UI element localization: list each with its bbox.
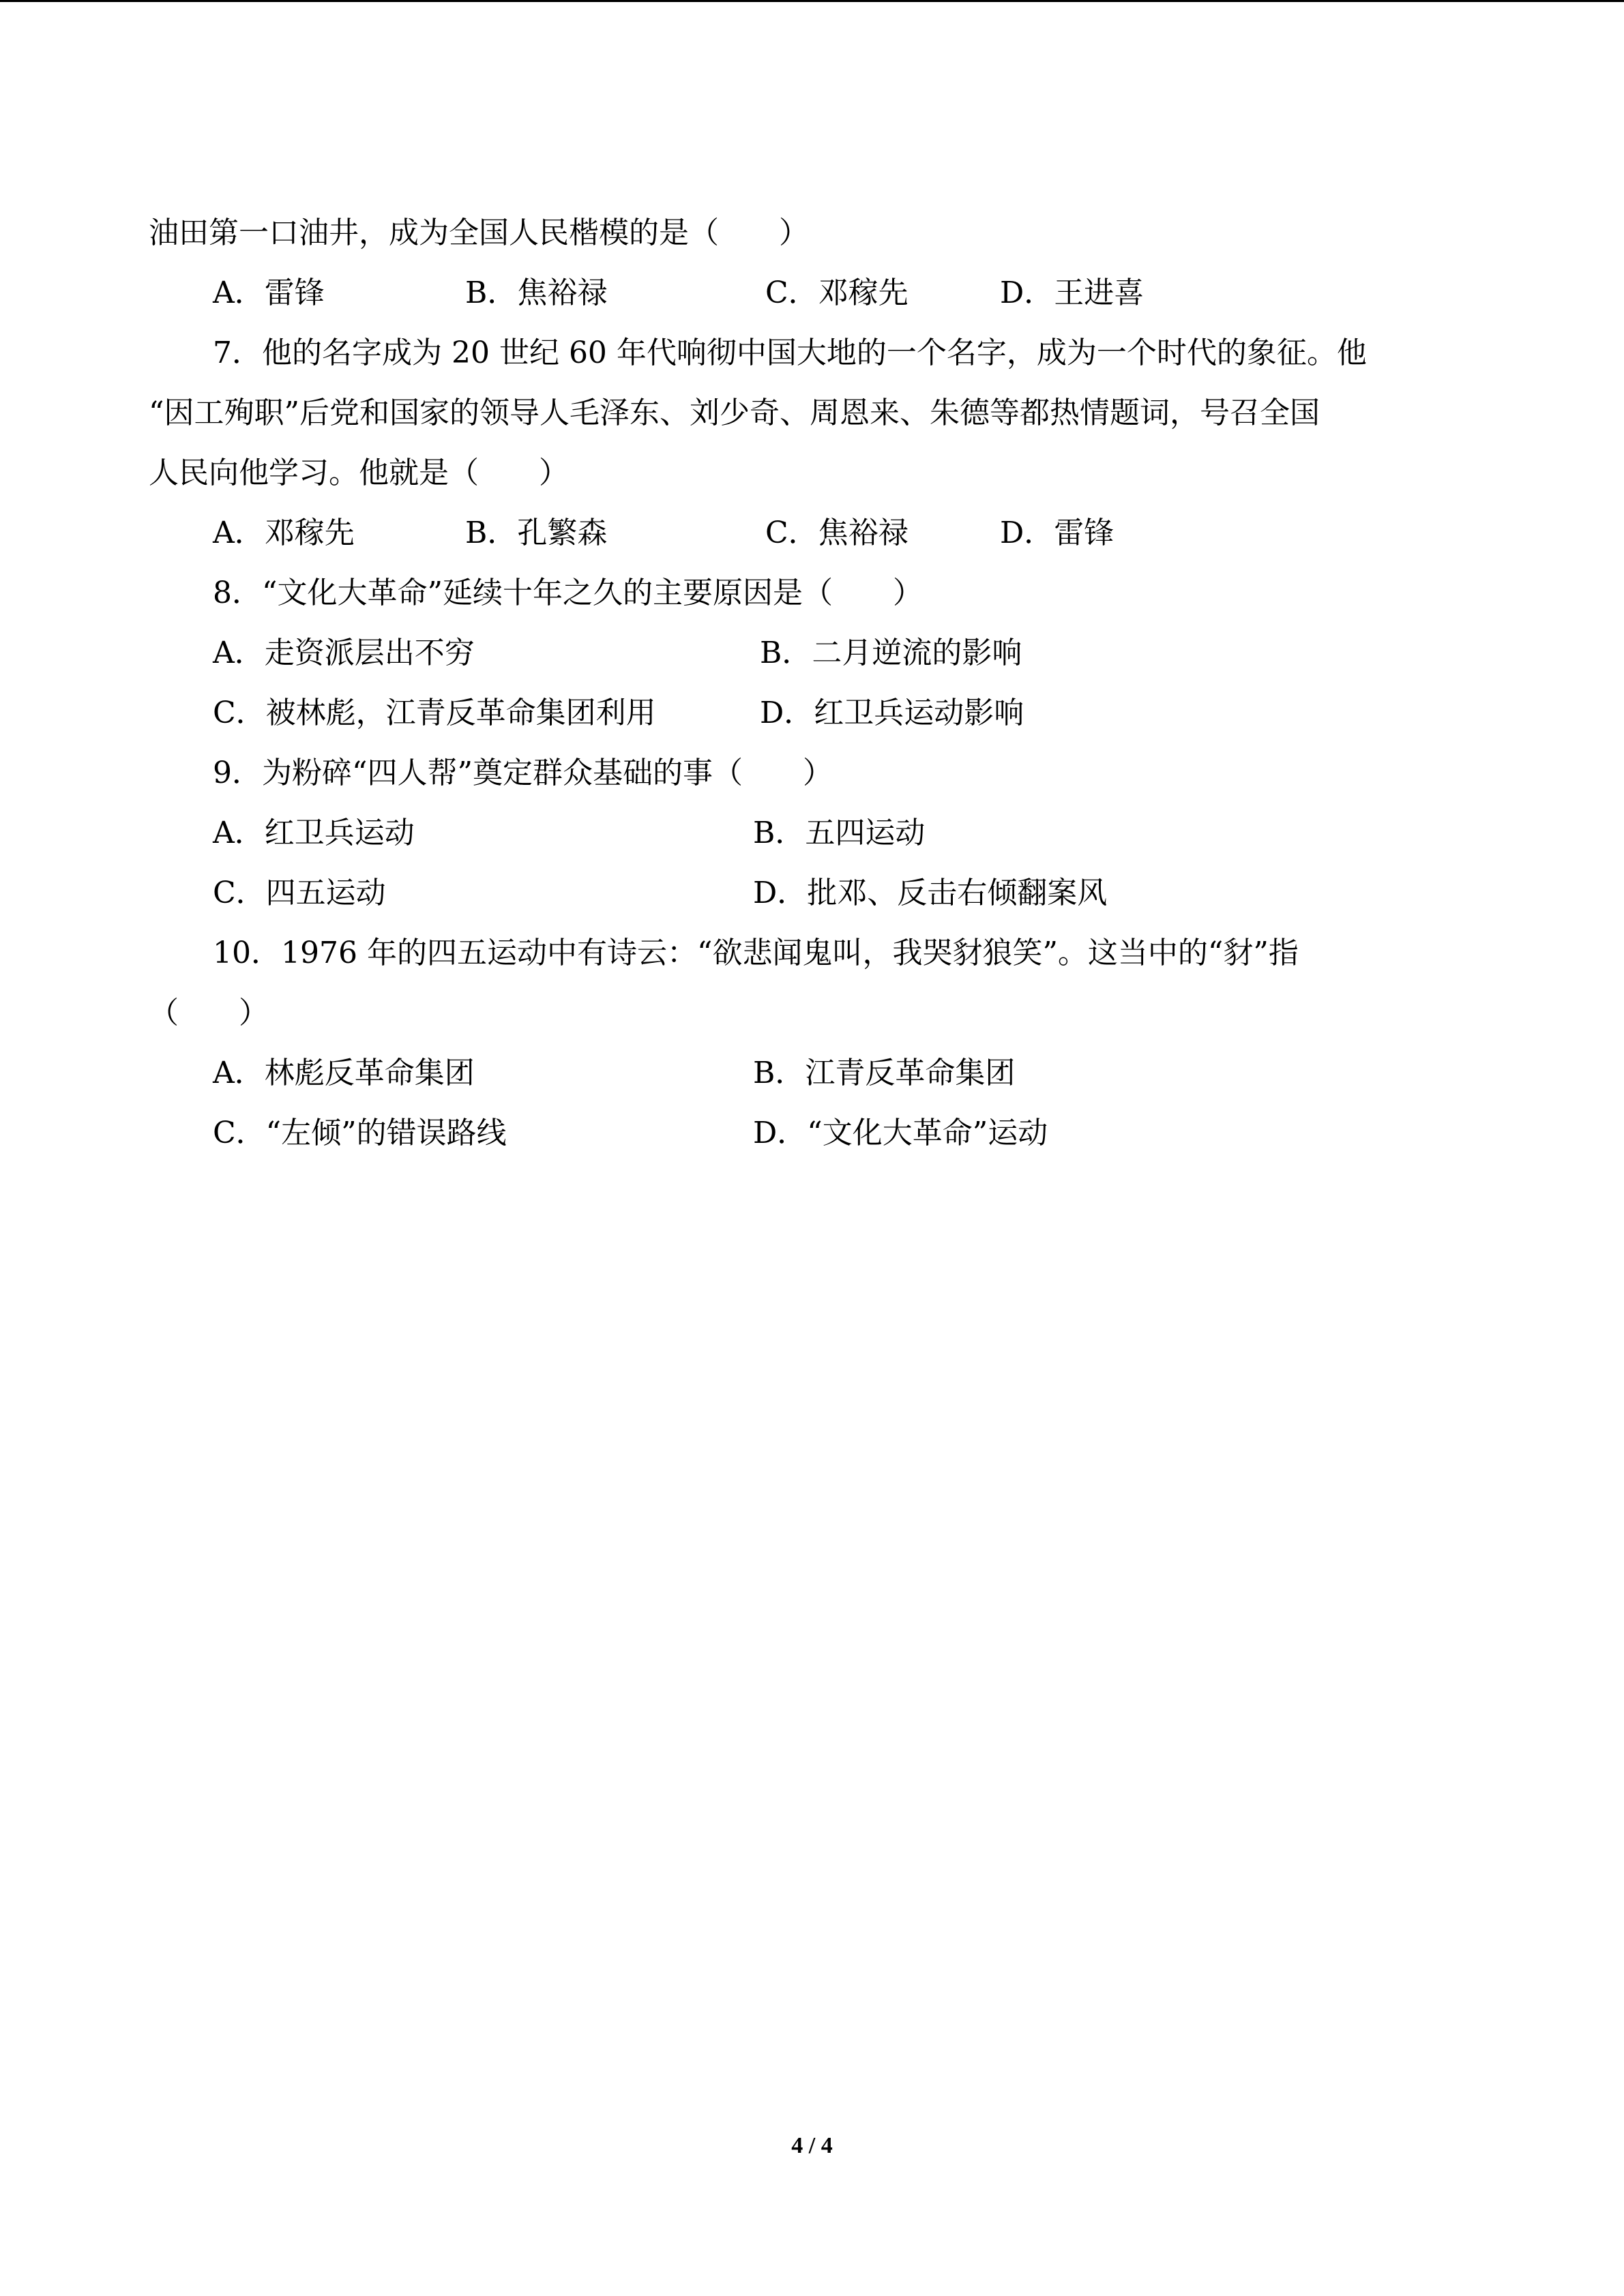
q6-option-d: D．王进喜 xyxy=(1000,275,1145,310)
q9-option-c: C．四五运动 xyxy=(213,876,386,910)
q8-option-d: D．红卫兵运动影响 xyxy=(760,696,1024,730)
q10-option-b: B．江青反革命集团 xyxy=(753,1056,1016,1090)
q9-option-b: B．五四运动 xyxy=(753,816,926,850)
q8-option-c: C．被林彪，江青反革命集团利用 xyxy=(213,696,656,730)
q7-stem-line-1: 7．他的名字成为 20 世纪 60 年代响彻中国大地的一个名字，成为一个时代的象征。他 xyxy=(213,336,1367,370)
q7-option-d: D．雷锋 xyxy=(1000,516,1114,550)
q8-option-b: B．二月逆流的影响 xyxy=(760,636,1022,670)
q9-option-d: D．批邓、反击右倾翻案风 xyxy=(753,876,1108,910)
q7-option-c: C．焦裕禄 xyxy=(765,516,909,550)
q7-option-a: A．邓稼先 xyxy=(213,516,355,550)
q10-stem-line-1: 10．1976 年的四五运动中有诗云：“欲悲闻鬼叫，我哭豺狼笑”。这当中的“豺”指 xyxy=(213,936,1299,970)
page-number: 4 / 4 xyxy=(791,2133,833,2158)
q10-option-c: C．“左倾”的错误路线 xyxy=(213,1116,507,1150)
q7-option-b: B．孔繁森 xyxy=(465,516,608,550)
q6-option-c: C．邓稼先 xyxy=(765,275,909,310)
q8-option-a: A．走资派层出不穷 xyxy=(213,636,475,670)
q6-option-a: A．雷锋 xyxy=(213,275,325,310)
q10-option-a: A．林彪反革命集团 xyxy=(213,1056,475,1090)
q6-option-b: B．焦裕禄 xyxy=(465,275,608,310)
q8-stem: 8．“文化大革命”延续十年之久的主要原因是（ ） xyxy=(213,576,923,610)
q7-stem-line-3: 人民向他学习。他就是（ ） xyxy=(149,456,569,490)
q9-stem: 9．为粉碎“四人帮”奠定群众基础的事（ ） xyxy=(213,756,833,790)
q7-stem-line-2: “因工殉职”后党和国家的领导人毛泽东、刘少奇、周恩来、朱德等都热情题词，号召全国 xyxy=(149,396,1320,430)
q6-stem-continuation: 油田第一口油井，成为全国人民楷模的是（ ） xyxy=(149,215,809,250)
top-border xyxy=(0,0,1624,2)
q9-option-a: A．红卫兵运动 xyxy=(213,816,415,850)
q10-stem-line-2: （ ） xyxy=(149,996,269,1030)
q10-option-d: D．“文化大革命”运动 xyxy=(753,1116,1048,1150)
